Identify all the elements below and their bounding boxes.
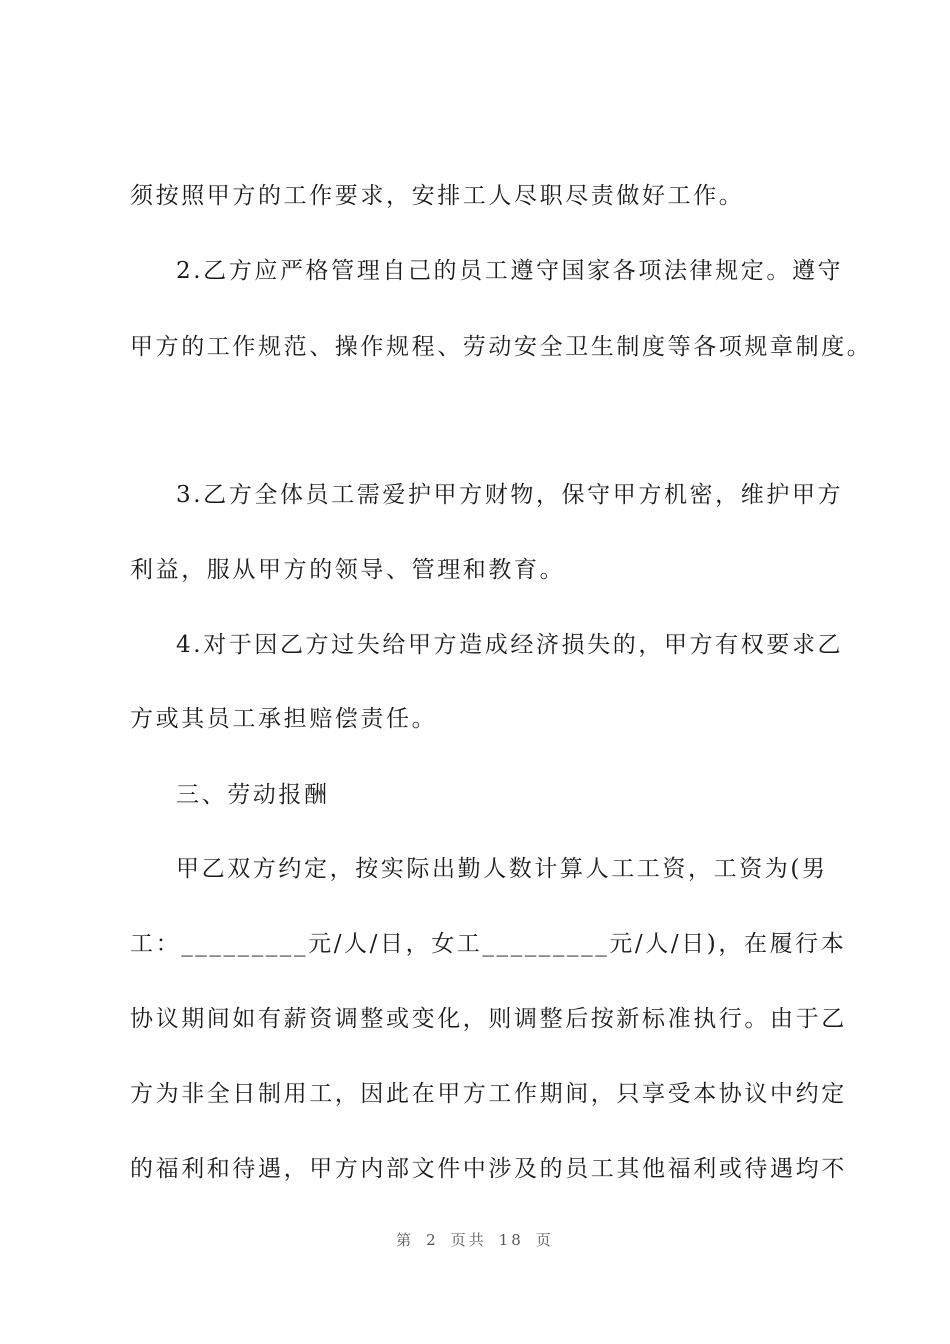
text-line-4: 3.乙方全体员工需爱护甲方财物，保守甲方机密，维护甲方 (176, 482, 844, 508)
page-footer (0, 1229, 950, 1250)
text-line-7: 方或其员工承担赔偿责任。 (130, 706, 438, 732)
text-line-11: 方为非全日制用工，因此在甲方工作期间，只享受本协议中约定 (130, 1081, 847, 1107)
text-line-5: 利益，服从甲方的领导、管理和教育。 (130, 557, 566, 583)
text-line-1: 须按照甲方的工作要求，安排工人尽职尽责做好工作。 (130, 183, 745, 209)
text-line-2: 2.乙方应严格管理自己的员工遵守国家各项法律规定。遵守 (176, 258, 844, 284)
text-line-9: 工：_________元/人/日，女工_________元/人/日)，在履行本 (130, 931, 847, 957)
footer-prefix: 第 (396, 1231, 415, 1249)
text-line-10: 协议期间如有薪资调整或变化，则调整后按新标准执行。由于乙 (130, 1006, 847, 1032)
section-heading: 三、劳动报酬 (176, 782, 330, 808)
text-line-6: 4.对于因乙方过失给甲方造成经济损失的，甲方有权要求乙 (176, 632, 844, 658)
text-line-12: 的福利和待遇，甲方内部文件中涉及的员工其他福利或待遇均不 (130, 1156, 847, 1182)
footer-total-pages: 18 (498, 1231, 524, 1249)
footer-middle: 页共 (450, 1231, 487, 1249)
text-line-8: 甲乙双方约定，按实际出勤人数计算人工工资，工资为(男 (176, 856, 828, 882)
text-line-3: 甲方的工作规范、操作规程、劳动安全卫生制度等各项规章制度。 (130, 334, 873, 360)
footer-suffix: 页 (535, 1231, 554, 1249)
footer-current-page: 2 (426, 1231, 439, 1249)
